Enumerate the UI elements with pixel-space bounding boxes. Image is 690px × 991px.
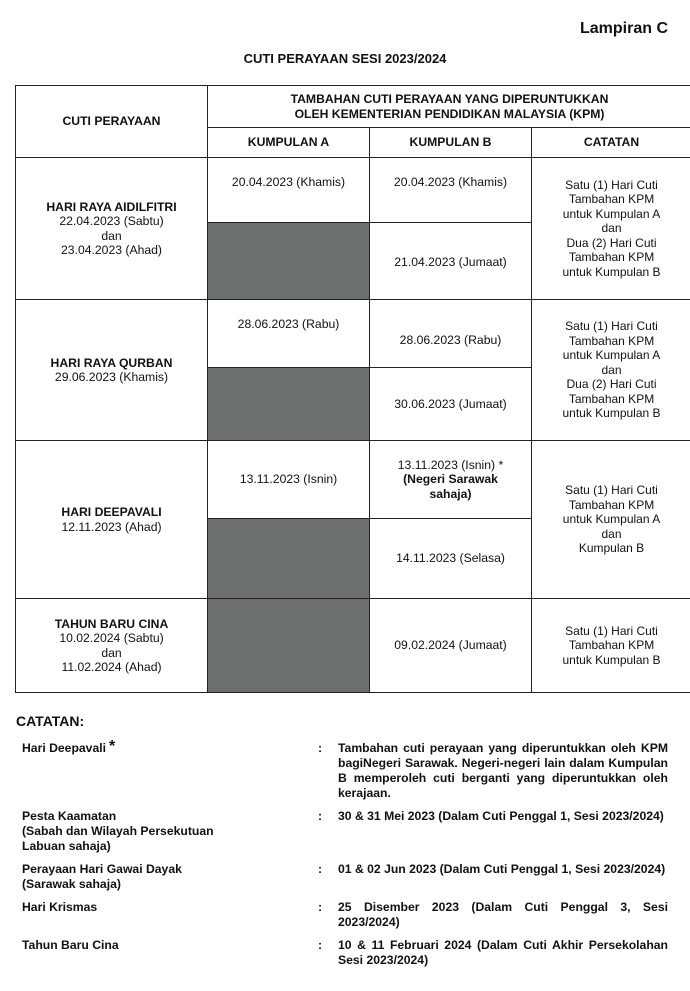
notes-heading: CATATAN: <box>16 713 85 729</box>
kumpulan-b-cell: 14.11.2023 (Selasa) <box>370 519 532 599</box>
note-line: untuk Kumpulan B <box>562 406 661 421</box>
note-label <box>22 938 312 968</box>
note-line: Satu (1) Hari Cuti <box>565 623 658 638</box>
note-item <box>22 862 668 892</box>
festival-date: 29.06.2023 (Khamis) <box>54 370 169 384</box>
festival-date: 23.04.2023 (Ahad) <box>61 243 162 257</box>
note-line: Tambahan KPM <box>568 250 655 265</box>
kumpulan-a-cell: 20.04.2023 (Khamis) <box>208 158 370 223</box>
note-line: Satu (1) Hari Cuti <box>565 319 658 334</box>
note-label-text: Hari Krismas <box>22 900 98 914</box>
note-label <box>22 862 312 892</box>
note-text: 25 Disember 2023 (Dalam Cuti Penggal 3, Sesi 2023/2024) <box>338 900 668 929</box>
note-label <box>22 738 312 801</box>
note-label-text: (Sarawak sahaja) <box>22 877 121 891</box>
festival-date: 11.02.2024 (Ahad) <box>61 660 162 674</box>
kumpulan-b-remark: sahaja) <box>429 486 472 501</box>
note-line: Kumpulan B <box>578 541 645 556</box>
note-text: Tambahan cuti perayaan yang diperuntukkan oleh KPM bagiNegeri Sarawak. Negeri-negeri lain dalam Kumpulan B memperoleh cuti berganti yang diperuntukkan oleh kerajaan. <box>338 741 668 800</box>
note-line: Satu (1) Hari Cuti <box>565 177 658 192</box>
kumpulan-b-cell: 21.04.2023 (Jumaat) <box>370 223 532 300</box>
note-line: dan <box>601 221 622 236</box>
note-line: untuk Kumpulan A <box>562 348 661 363</box>
note-line: dan <box>601 362 622 377</box>
note-text: 30 & 31 Mei 2023 (Dalam Cuti Penggal 1, Sesi 2023/2024) <box>338 809 664 823</box>
note-item <box>22 938 668 968</box>
note-item <box>22 809 668 854</box>
festival-conj: dan <box>101 228 122 243</box>
note-label-text: Pesta Kaamatan <box>22 809 117 823</box>
festival-date: 10.02.2024 (Sabtu) <box>59 631 164 645</box>
note-line: untuk Kumpulan B <box>562 264 661 279</box>
note-colon: : <box>318 862 323 876</box>
shaded-empty-cell <box>208 519 370 599</box>
festival-name: TAHUN BARU CINA <box>54 616 169 631</box>
note-line: untuk Kumpulan A <box>562 512 661 527</box>
kumpulan-b-cell: 30.06.2023 (Jumaat) <box>370 368 532 441</box>
header-kpm-line2: OLEH KEMENTERIAN PENDIDIKAN MALAYSIA (KPM) <box>294 106 605 121</box>
note-cell <box>532 599 690 693</box>
note-item <box>22 900 668 930</box>
festival-conj: dan <box>101 645 122 660</box>
shaded-empty-cell <box>208 368 370 441</box>
note-line: Tambahan KPM <box>568 497 655 512</box>
note-line: Dua (2) Hari Cuti <box>566 235 657 250</box>
kumpulan-b-cell: 20.04.2023 (Khamis) <box>370 158 532 223</box>
kumpulan-b-date: 13.11.2023 (Isnin) * <box>397 457 504 472</box>
kumpulan-a-cell: 13.11.2023 (Isnin) <box>208 441 370 519</box>
note-line: Tambahan KPM <box>568 333 655 348</box>
header-kpm-group <box>208 86 690 128</box>
note-label <box>22 900 312 930</box>
festival-name: HARI RAYA QURBAN <box>50 355 173 370</box>
note-cell <box>532 300 690 441</box>
festival-date: 12.11.2023 (Ahad) <box>61 519 162 534</box>
note-label-text: Tahun Baru Cina <box>22 938 119 952</box>
kumpulan-b-remark: (Negeri Sarawak <box>403 472 498 487</box>
festival-cell <box>16 158 208 300</box>
note-colon: : <box>318 900 323 914</box>
note-cell <box>532 158 690 300</box>
note-line: Dua (2) Hari Cuti <box>566 377 657 392</box>
note-line: Tambahan KPM <box>568 192 655 207</box>
kumpulan-b-cell <box>370 441 532 519</box>
header-festival: CUTI PERAYAAN <box>16 86 208 158</box>
note-text: 01 & 02 Jun 2023 (Dalam Cuti Penggal 1, Sesi 2023/2024) <box>338 862 666 876</box>
notes-list <box>22 738 668 976</box>
festival-date: 22.04.2023 (Sabtu) <box>59 214 164 228</box>
lampiran-label: Lampiran C <box>579 20 668 37</box>
kumpulan-b-cell: 09.02.2024 (Jumaat) <box>370 599 532 693</box>
note-label-text: (Sabah dan Wilayah Persekutuan <box>22 824 214 838</box>
note-colon: : <box>318 938 323 952</box>
note-cell <box>532 441 690 599</box>
header-kpm-line1: TAMBAHAN CUTI PERAYAAN YANG DIPERUNTUKKAN <box>290 92 609 106</box>
festival-name: HARI DEEPAVALI <box>61 505 162 519</box>
shaded-empty-cell <box>208 599 370 693</box>
asterisk-mark: * <box>109 738 116 755</box>
note-colon: : <box>318 741 323 755</box>
note-label-text: Hari Deepavali <box>22 741 107 755</box>
note-line: Tambahan KPM <box>568 638 655 653</box>
festival-cell <box>16 599 208 693</box>
page-title: CUTI PERAYAAN SESI 2023/2024 <box>243 51 447 66</box>
note-label <box>22 809 312 854</box>
note-line: untuk Kumpulan B <box>562 652 661 667</box>
header-catatan: CATATAN <box>532 128 690 158</box>
note-text: 10 & 11 Februari 2024 (Dalam Cuti Akhir Persekolahan Sesi 2023/2024) <box>338 938 668 967</box>
festival-cell <box>16 300 208 441</box>
note-line: Tambahan KPM <box>568 391 655 406</box>
note-label-text: Perayaan Hari Gawai Dayak <box>22 862 182 876</box>
header-kumpulan-a: KUMPULAN A <box>208 128 370 158</box>
note-line: Satu (1) Hari Cuti <box>565 483 658 498</box>
shaded-empty-cell <box>208 223 370 300</box>
festival-name: HARI RAYA AIDILFITRI <box>46 199 177 214</box>
kumpulan-a-cell: 28.06.2023 (Rabu) <box>208 300 370 368</box>
festival-cell <box>16 441 208 599</box>
note-line: untuk Kumpulan A <box>562 206 661 221</box>
note-item <box>22 738 668 801</box>
holiday-table <box>15 85 690 693</box>
header-kumpulan-b: KUMPULAN B <box>370 128 532 158</box>
note-line: dan <box>601 526 622 541</box>
note-colon: : <box>318 809 323 823</box>
kumpulan-b-cell: 28.06.2023 (Rabu) <box>370 300 532 368</box>
note-label-text: Labuan sahaja) <box>22 839 111 853</box>
